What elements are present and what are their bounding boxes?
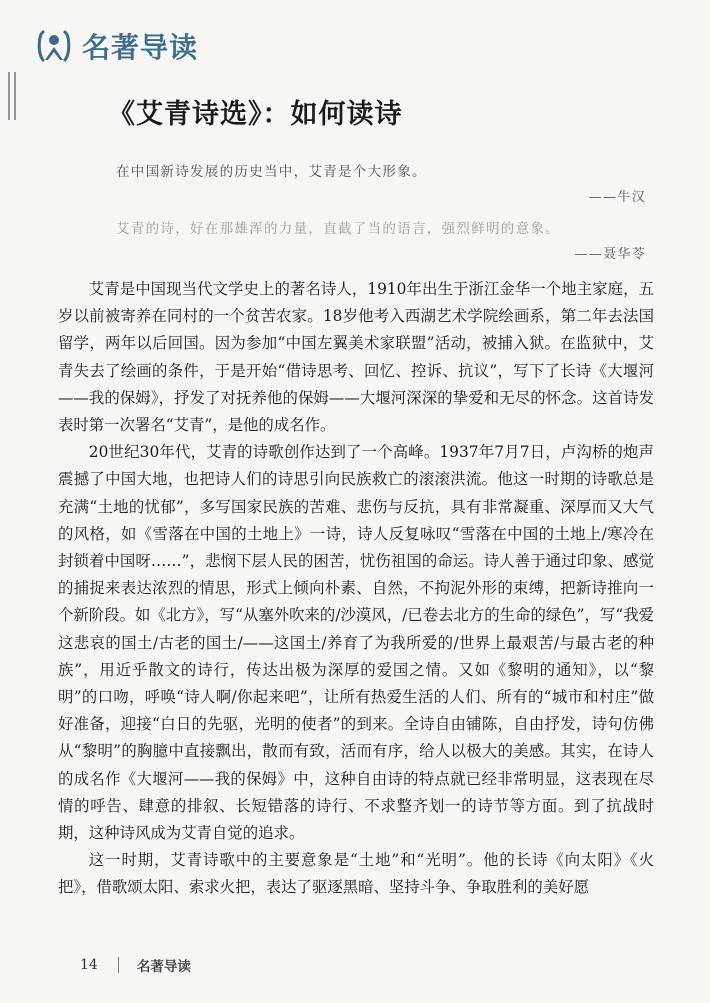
epigraph-quote: 在中国新诗发展的历史当中，艾青是个大形象。 xyxy=(116,164,427,180)
body-paragraph: 20世纪30年代，艾青的诗歌创作达到了一个高峰。1937年7月7日，卢沟桥的炮声震撼了中国大地，也把诗人们的诗思引向民族救亡的滚滚洪流。他这一时期的诗歌总是充满“土地的忧郁”，多写国家民族的苦难、悲伤与反抗，具有非常凝重、深厚而又大气的风格，如《雪落在中国的土地上》一诗，诗人反复咏叹“雪落在中国的土地上/寒冷在封锁着中国呀……”，悲悯下层人民的困苦，忧伤祖国的命运。诗人善于通过印象、感觉的捕捉来表达浓烈的情思，形式上倾向朴素、自然，不拘泥外形的束缚，把新诗推向一个新阶段。如《北方》，写“从塞外吹来的/沙漠风，/已卷去北方的生命的绿色”，写“我爱这悲哀的国土/古老的国土/——这国土/养育了为我所爱的/世界上最艰苦/与最古老的种族”，用近乎散文的诗行，传达出极为深厚的爱国之情。又如《黎明的通知》，以“黎明”的口吻，呼唤“诗人啊/你起来吧”，让所有热爱生活的人们、所有的“城市和村庄”做好准备，迎接“白日的先驱，光明的使者”的到来。全诗自由铺陈，自由抒发，诗句仿佛从“黎明”的胸臆中直接飘出，散而有致，活而有序，给人以极大的美感。其实，在诗人的成名作《大堰河——我的保姆》中，这种自由诗的特点就已经非常明显，这表现在尽情的呼告、肆意的排叙、长短错落的诗行、不求整齐划一的诗节等方面。到了抗战时期，这种诗风成为艾青自觉的追求。 xyxy=(58,443,654,843)
body-paragraph: 这一时期，艾青诗歌中的主要意象是“土地”和“光明”。他的长诗《向太阳》《火把》，借歌颂太阳、索求火把，表达了驱逐黑暗、坚持斗争、争取胜利的美好愿 xyxy=(58,851,654,897)
page-footer xyxy=(80,955,191,975)
section-header xyxy=(34,26,198,66)
page-number: 14 xyxy=(80,957,98,973)
page-edge-marks xyxy=(8,72,22,120)
epigraph-author: ——牛汉 xyxy=(588,190,646,205)
footer-section-name: 名著导读 xyxy=(136,959,191,975)
epigraph xyxy=(116,160,652,274)
section-title: 名著导读 xyxy=(82,31,199,64)
article-title: 《艾青诗选》：如何读诗 xyxy=(108,99,403,130)
body-paragraph: 艾青是中国现当代文学史上的著名诗人，1910年出生于浙江金华一个地主家庭，五岁以前被寄养在同村的一个贫苦农家。18岁他考入西湖艺术学院绘画系，第二年去法国留学，两年以后回国。因为参加“中国左翼美术家联盟”活动，被捕入狱。在监狱中，艾青失去了绘画的条件，于是开始“借诗思考、回忆、控诉、抗议”，写下了长诗《大堰河——我的保姆》，抒发了对抚养他的保姆——大堰河深深的挚爱和无尽的怀念。这首诗发表时第一次署名“艾青”，是他的成名作。 xyxy=(58,280,654,435)
article-body xyxy=(58,276,654,902)
book-reader-icon xyxy=(34,26,74,66)
footer-divider xyxy=(118,957,119,973)
epigraph-quote: 艾青的诗，好在那雄浑的力量，直截了当的语言，强烈鲜明的意象。 xyxy=(116,221,560,237)
epigraph-author: ——聂华苓 xyxy=(574,247,646,262)
